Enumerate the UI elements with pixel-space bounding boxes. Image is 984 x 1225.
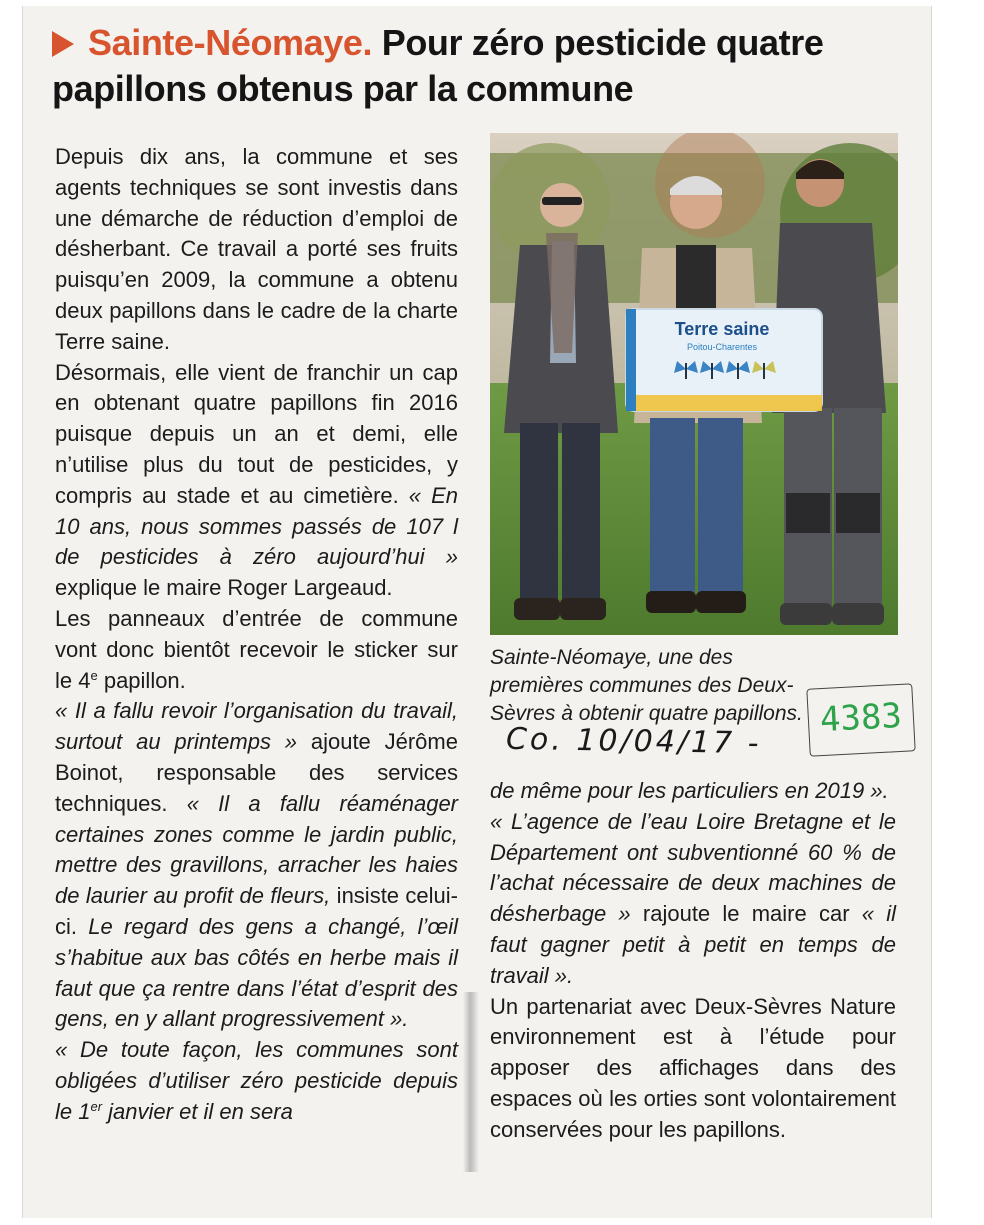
quote-boinot-2: « Il a fallu réaménager certaines zones comme le jardin public, mettre des gravillons, arracher les haies de laurier au profit de fleurs, <box>55 790 459 909</box>
quote-boinot-1: « Il a fallu revoir l’organisation du travail, surtout au printemps » <box>55 698 458 755</box>
paragraph-1: Depuis dix ans, la commune et ses agents techniques se sont investis dans une démarche de réduction d’emploi de désherbant. Ce travail a porté ses fruits puisqu’en 2009, la commune a obtenu deux papillons dans le cadre de la charte Terre saine. <box>55 144 458 354</box>
paragraph-3-end: papillon. <box>97 667 186 693</box>
paragraph-4-mid: insiste celui-ci. <box>55 883 458 939</box>
quote-mayor: « En 10 ans, nous sommes passés de 107 l de pesticides à zéro aujourd’hui » <box>55 482 458 570</box>
quote-law-end: janvier et il en sera <box>102 1098 293 1124</box>
paragraph-3 <box>55 604 458 696</box>
paragraph-7 <box>490 807 896 992</box>
paragraph-8: Un partenariat avec Deux-Sèvres Nature environnement est à l’étude pour apposer des affichages dans des espaces où les orties sont volontairement conservées pour les papillons. <box>490 993 896 1142</box>
archive-number-stamp: 4383 <box>806 683 915 756</box>
handwritten-date-note: Co. 10/04/17 - <box>505 721 762 762</box>
quote-boinot-3: Le regard des gens a changé, l’œil s’habitue aux bas côtés en herbe mais il faut que ça rentre dans l’état d’esprit des gens, en y allant progressivement ». <box>55 913 458 1032</box>
headline-dateline: Sainte-Néomaye. <box>88 22 373 63</box>
sign-title: Terre saine <box>674 319 770 339</box>
paragraph-7-text: rajoute le maire car <box>630 901 862 927</box>
article-photo <box>490 133 898 635</box>
paragraph-3-text: Les panneaux d’entrée de commune vont donc bientôt recevoir le sticker sur le 4 <box>55 605 458 693</box>
terre-saine-sign <box>626 309 822 411</box>
photo-caption: Sainte-Néomaye, une des premières communes des Deux-Sèvres à obtenir quatre papillons. <box>490 646 803 725</box>
quote-agency: « L’agence de l’eau Loire Bretagne et le Département ont subventionné 60 % de l’achat nécessaire de deux machines de désherbage » <box>490 808 896 927</box>
scan-shadow-mark <box>463 992 479 1172</box>
article-column-left <box>55 142 458 1128</box>
paragraph-2-text: Désormais, elle vient de franchir un cap en obtenant quatre papillons fin 2016 puisque depuis un an et demi, elle n’utilise plus du tout de pesticides, y compris au stade et au cimetière. <box>55 359 458 508</box>
triangle-arrow-icon <box>52 31 74 57</box>
paragraph-2 <box>55 358 458 604</box>
paragraph-4 <box>55 696 458 1035</box>
article-column-right <box>490 776 896 1146</box>
quote-time: « il faut gagner petit à petit en temps de travail ». <box>490 901 897 988</box>
headline-text: Pour zéro pesticide quatre papillons obtenus par la commune <box>52 22 824 109</box>
photo-illustration <box>490 133 898 635</box>
paragraph-6: de même pour les particuliers en 2019 ». <box>490 778 889 803</box>
article-headline <box>52 20 912 112</box>
quote-law-start: « De toute façon, les communes sont obligées d’utiliser zéro pesticide depuis le 1 <box>55 1037 458 1124</box>
superscript-er: er <box>90 1098 103 1114</box>
paragraph-5 <box>55 1035 458 1127</box>
sign-subtitle: Poitou-Charentes <box>686 342 758 352</box>
superscript-e: e <box>90 667 98 683</box>
paragraph-4-text: ajoute Jérôme Boinot, responsable des services techniques. <box>55 729 458 816</box>
paragraph-2-end: explique le maire Roger Largeaud. <box>55 575 393 601</box>
